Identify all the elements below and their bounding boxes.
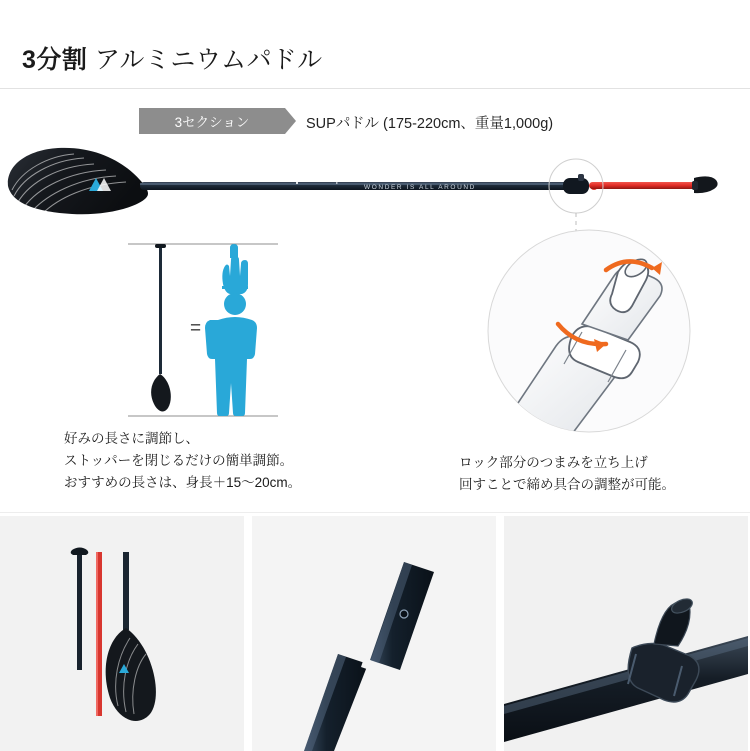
right-caption-line-1: ロック部分のつまみを立ち上げ	[459, 455, 648, 470]
photo-strip-divider	[0, 512, 750, 513]
page-title-rest: アルミニウムパドル	[87, 46, 323, 74]
left-caption-line-2: ストッパーを閉じるだけの簡単調節。	[64, 453, 294, 468]
paddle-blade	[8, 148, 148, 214]
photo-shaft-joint-closeup	[252, 516, 496, 751]
lock-zoom-illustration	[486, 228, 692, 434]
left-caption-line-1: 好みの長さに調節し、	[64, 431, 199, 446]
title-divider	[0, 88, 750, 89]
height-comparison-diagram	[110, 238, 300, 428]
parts-photo-svg	[0, 516, 244, 751]
height-diagram-svg	[110, 238, 300, 428]
person-silhouette-icon	[205, 293, 257, 416]
page-title	[22, 40, 323, 76]
photo-lock-clamp-closeup	[504, 516, 748, 751]
shaft-print-text: WONDER IS ALL AROUND	[364, 184, 476, 191]
vertical-paddle-icon	[151, 244, 171, 411]
section-count-label: 3セクション	[174, 115, 250, 130]
section-count-badge	[139, 108, 285, 134]
photo-strip	[0, 516, 750, 751]
right-caption-line-2: 回すことで締め具合の調整が可能。	[459, 477, 675, 492]
left-caption-line-3: おすすめの長さは、身長＋15〜20cm。	[64, 475, 302, 490]
joint-photo-svg	[252, 516, 496, 751]
part-red-section	[96, 552, 102, 716]
right-caption	[459, 452, 675, 496]
clamp-photo-svg	[504, 516, 748, 751]
left-caption	[64, 428, 301, 494]
spec-detail-text: SUPパドル (175-220cm、重量1,000g)	[306, 116, 554, 132]
page-title-bold: 3分割	[22, 46, 88, 74]
equals-symbol: =	[190, 318, 202, 339]
photo-three-piece-paddle-parts	[0, 516, 244, 751]
lock-zoom-svg	[486, 228, 692, 434]
raised-hand-icon	[222, 244, 248, 294]
